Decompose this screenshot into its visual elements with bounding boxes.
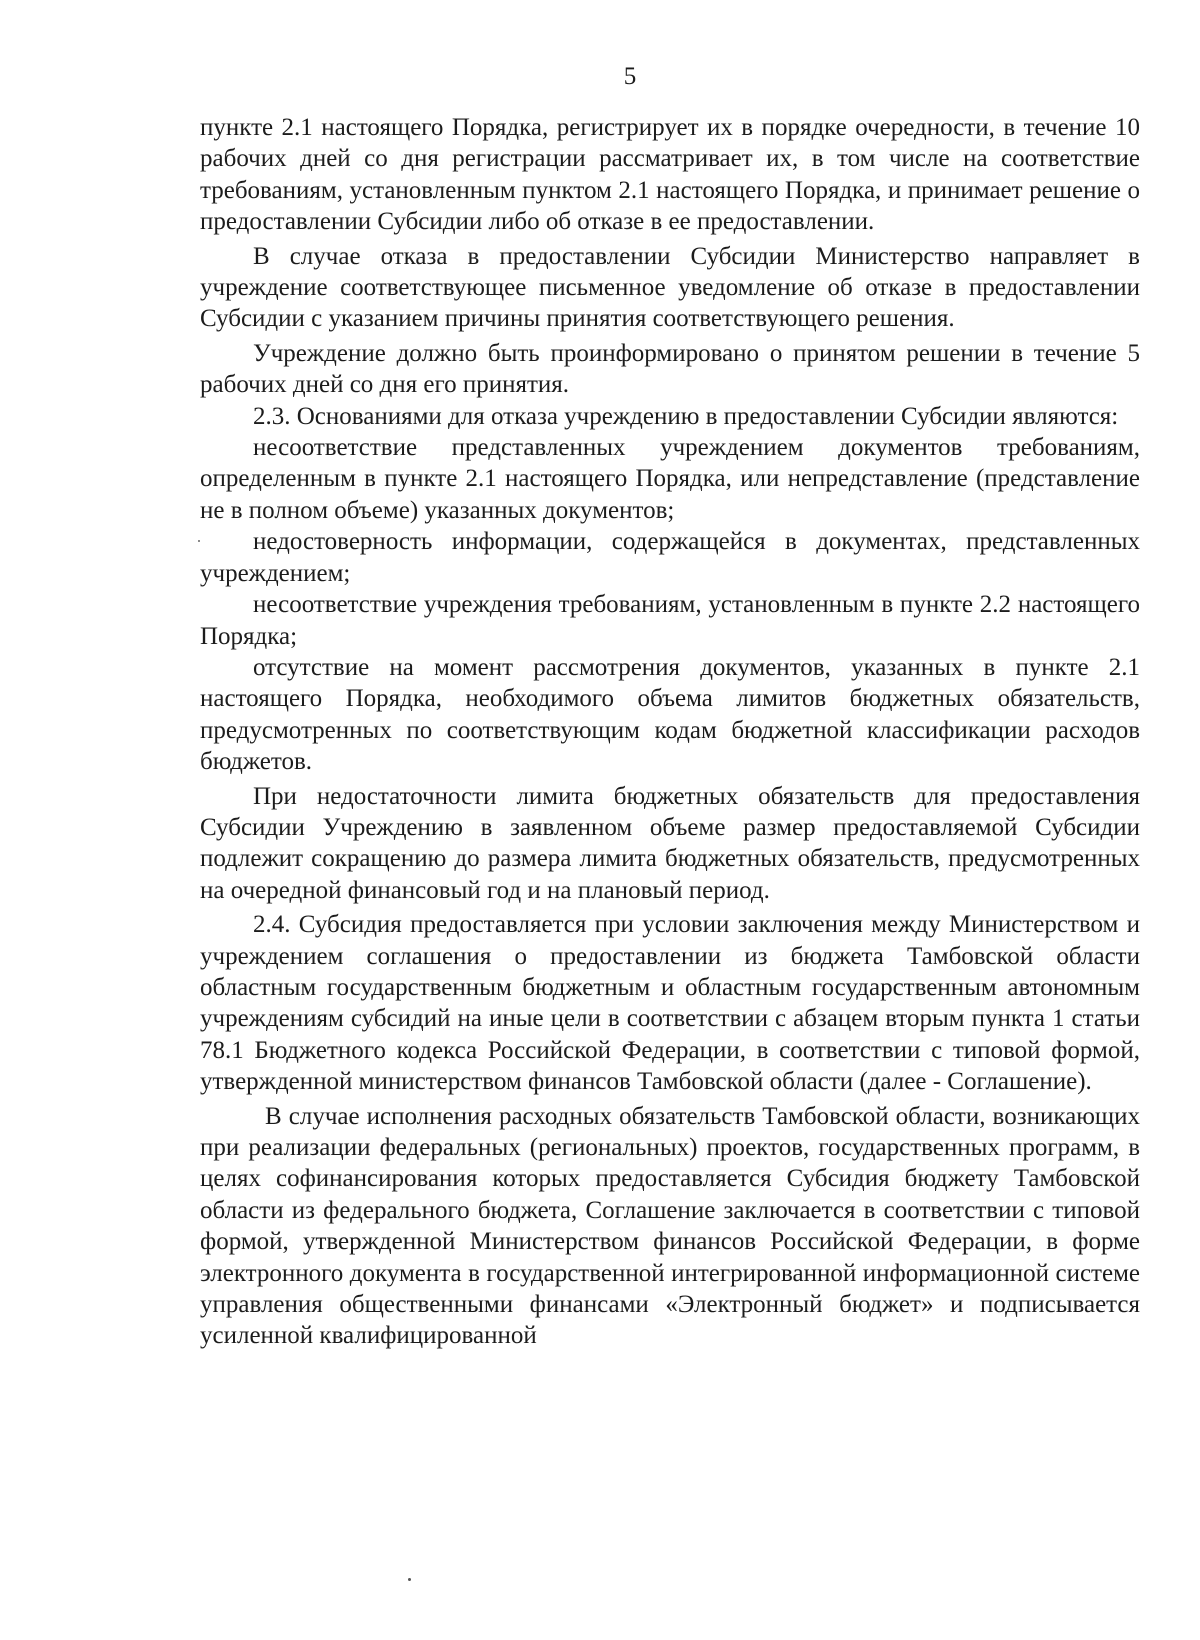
paragraph-inform-deadline: Учреждение должно быть проинформировано о принятом решении в течение 5 рабочих дней со дня его принятия. [200,339,1140,399]
paragraph-section-2-4: 2.4. Субсидия предоставляется при условии заключения между Министерством и учреждением соглашения о предоставлении из бюджета Тамбовской области областным государственным бюджетным и областным государственным автономным учреждениям субсидий на иные цели в соответствии с абзацем вторым пункта 1 статьи 78.1 Бюджетного кодекса Российской Федерации, в соответствии с типовой формой, утвержденной министерством финансов Тамбовской области (далее - Соглашение). [200,911,1140,1096]
paragraph-section-2-3: 2.3. Основаниями для отказа учреждению в предоставлении Субсидии являются: [253,402,1119,430]
paragraph-continuation: пункте 2.1 настоящего Порядка, регистрирует их в порядке очередности, в течение 10 рабочих дней со дня регистрации рассматривает их, в том числе на соответствие требованиям, установленным пунктом 2.1 настоящего Порядка, и принимает решение о предоставлении Субсидии либо об отказе в ее предоставлении. [200,114,1140,236]
list-item-unreliable-info: недостоверность информации, содержащейся в документах, представленных учреждением; [200,528,1140,587]
list-item-nonconformity-documents: несоответствие представленных учреждением документов требованиям, определенным в пункте 2.1 настоящего Порядка, или непредставление (представление не в полном объеме) указанных документов; [200,434,1140,524]
paragraph-federal-cofinancing: В случае исполнения расходных обязательств Тамбовской области, возникающих при реализации федеральных (региональных) проектов, государственных программ, в целях софинансирования которых предоставляется Субсидия бюджету Тамбовской области из федерального бюджета, Соглашение заключается в соответствии с типовой формой, утвержденной Министерством финансов Российской Федерации, в форме электронного документа в государственной интегрированной информационной системе управления общественными финансами «Электронный бюджет» и подписывается усиленной квалифицированной [200,1102,1140,1350]
paragraph-refusal-notice: В случае отказа в предоставлении Субсидии Министерство направляет в учреждение соответствующее письменное уведомление об отказе в предоставлении Субсидии с указанием причины принятия соответствующего решения. [200,242,1140,333]
document-body [200,112,1140,1355]
scan-speck [408,1578,411,1581]
list-item-nonconformity-institution: несоответствие учреждения требованиям, установленным в пункте 2.2 настоящего Порядка; [200,591,1140,650]
page-number: 5 [623,63,637,90]
paragraph-insufficient-limit: При недостаточности лимита бюджетных обязательств для предоставления Субсидии Учреждению в заявленном объеме размер предоставляемой Субсидии подлежит сокращению до размера лимита бюджетных обязательств, предусмотренных на очередной финансовый год и на плановый период. [200,782,1140,904]
list-item-no-budget-limits: отсутствие на момент рассмотрения документов, указанных в пункте 2.1 настоящего Порядка, необходимого объема лимитов бюджетных обязательств, предусмотренных по соответствующим кодам бюджетной классификации расходов бюджетов. [200,653,1140,776]
